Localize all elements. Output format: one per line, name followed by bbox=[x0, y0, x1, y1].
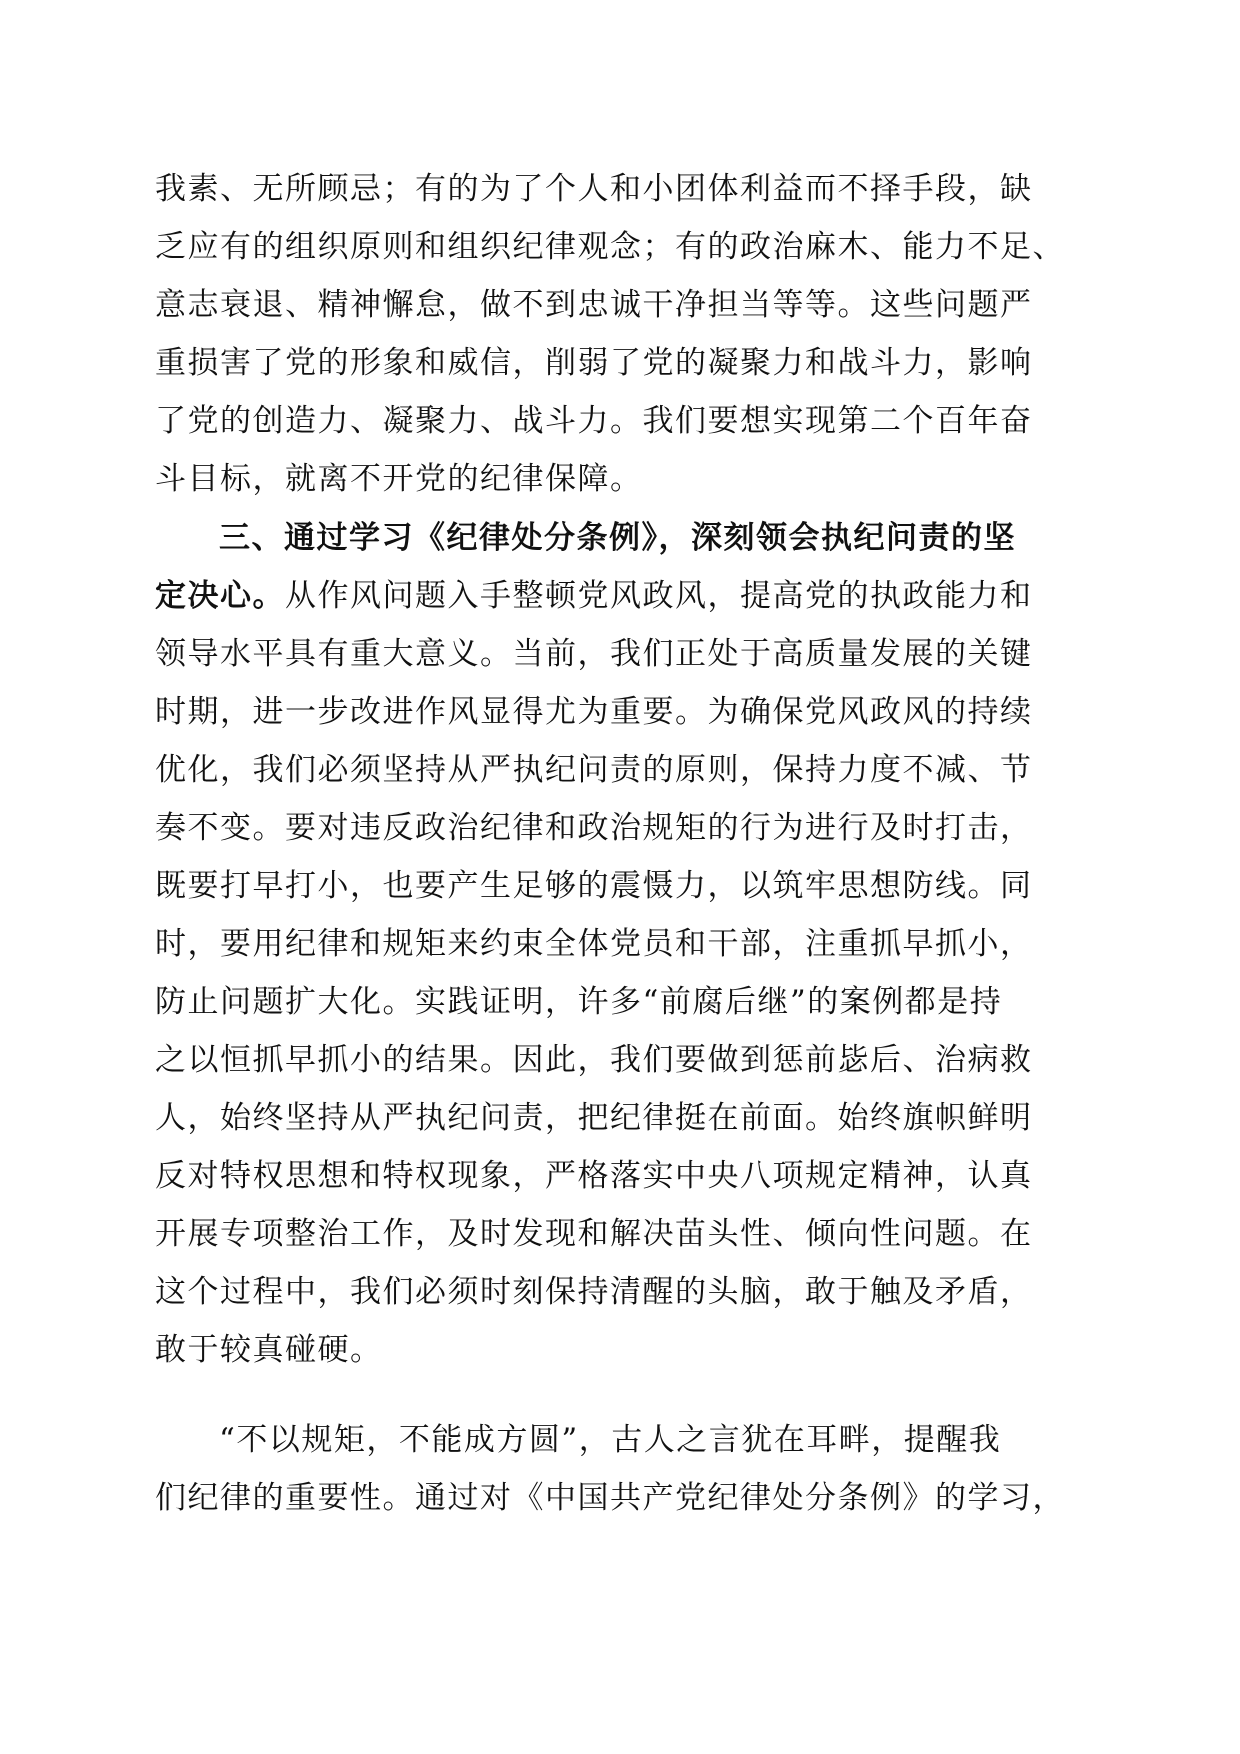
paragraph-line: 重损害了党的形象和威信，削弱了党的凝聚力和战斗力，影响 bbox=[155, 345, 1033, 381]
paragraph-line: 优化，我们必须坚持从严执纪问责的原则，保持力度不减、节 bbox=[155, 752, 1033, 788]
section-heading-end: 定决心。 bbox=[155, 578, 285, 614]
paragraph-line: 既要打早打小，也要产生足够的震慑力，以筑牢思想防线。同 bbox=[155, 868, 1033, 904]
paragraph-line: 了党的创造力、凝聚力、战斗力。我们要想实现第二个百年奋 bbox=[155, 403, 1033, 439]
paragraph-line bbox=[155, 567, 1055, 625]
paragraph-line: 乏应有的组织原则和组织纪律观念；有的政治麻木、能力不足、 bbox=[155, 229, 1065, 265]
paragraph-line: 斗目标，就离不开党的纪律保障。 bbox=[155, 461, 643, 497]
paragraph-line: 我素、无所顾忌；有的为了个人和小团体利益而不择手段，缺 bbox=[155, 171, 1033, 207]
paragraph-line: 意志衰退、精神懈怠，做不到忠诚干净担当等等。这些问题严 bbox=[155, 287, 1033, 323]
paragraph-line: 防止问题扩大化。实践证明，许多“前腐后继”的案例都是持 bbox=[155, 984, 1003, 1020]
paragraph-line: 反对特权思想和特权现象，严格落实中央八项规定精神，认真 bbox=[155, 1158, 1033, 1194]
paragraph-line-rest: 从作风问题入手整顿党风政风，提高党的执政能力和 bbox=[285, 578, 1033, 614]
paragraph-line: 时期，进一步改进作风显得尤为重要。为确保党风政风的持续 bbox=[155, 694, 1033, 730]
paragraph-1 bbox=[155, 160, 1065, 508]
paragraph-line: 开展专项整治工作，及时发现和解决苗头性、倾向性问题。在 bbox=[155, 1216, 1033, 1252]
paragraph-line: 之以恒抓早抓小的结果。因此，我们要做到惩前毖后、治病救 bbox=[155, 1042, 1033, 1078]
paragraph-line: 领导水平具有重大意义。当前，我们正处于高质量发展的关键 bbox=[155, 636, 1033, 672]
paragraph-line: 敢于较真碰硬。 bbox=[155, 1332, 383, 1368]
section-heading: 三、通过学习《纪律处分条例》，深刻领会执纪问责的坚 bbox=[219, 520, 1016, 556]
paragraph-2 bbox=[155, 509, 1055, 1379]
paragraph-line: 人，始终坚持从严执纪问责，把纪律挺在前面。始终旗帜鲜明 bbox=[155, 1100, 1033, 1136]
paragraph-line: 们纪律的重要性。通过对《中国共产党纪律处分条例》的学习， bbox=[155, 1480, 1065, 1516]
paragraph-line: 时，要用纪律和规矩来约束全体党员和干部，注重抓早抓小， bbox=[155, 926, 1033, 962]
paragraph-3 bbox=[155, 1411, 1065, 1527]
paragraph-line: “不以规矩，不能成方圆”，古人之言犹在耳畔，提醒我 bbox=[219, 1422, 1002, 1458]
paragraph-line: 这个过程中，我们必须时刻保持清醒的头脑，敢于触及矛盾， bbox=[155, 1274, 1033, 1310]
paragraph-line: 奏不变。要对违反政治纪律和政治规矩的行为进行及时打击， bbox=[155, 810, 1033, 846]
